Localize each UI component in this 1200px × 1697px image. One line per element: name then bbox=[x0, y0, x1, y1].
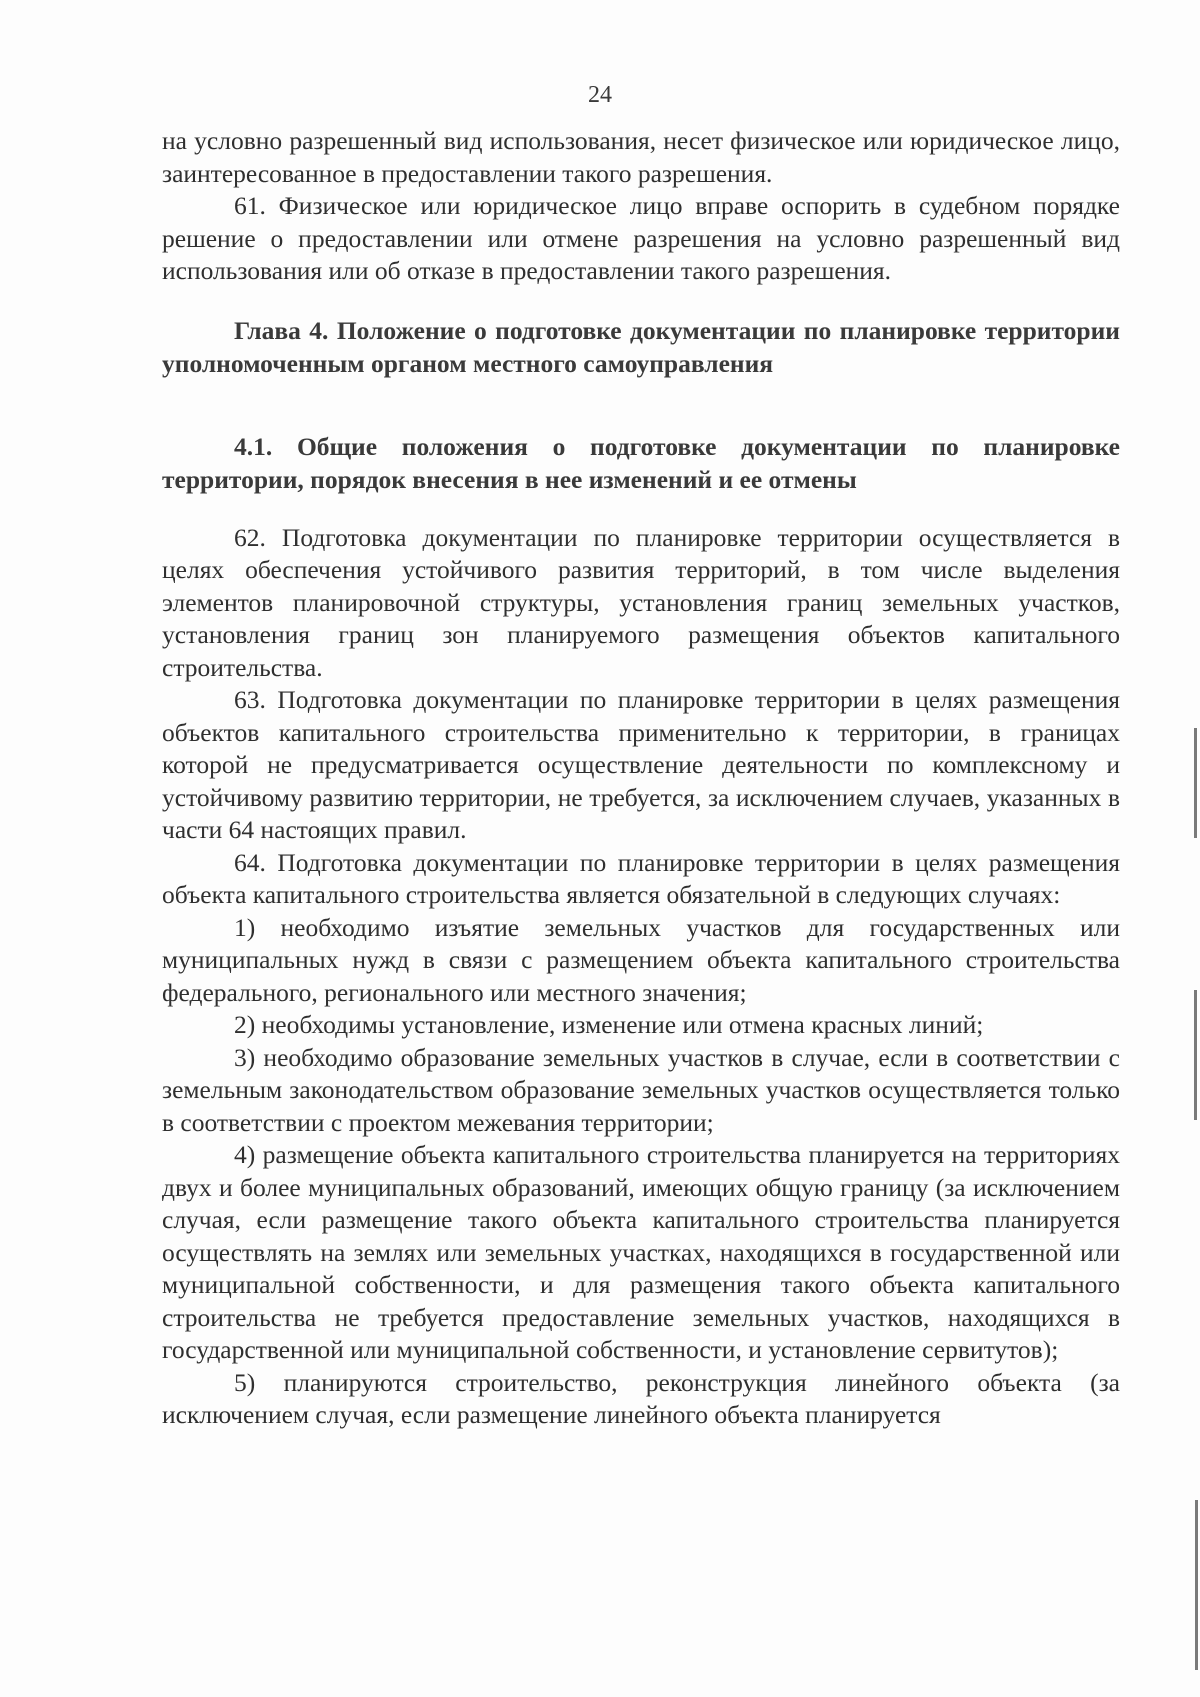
list-item-4: 4) размещение объекта капитального строительства планируется на территориях двух и более муниципальных образований, имеющих общую границу (за исключением случая, если размещение такого объекта капитального строительства планируется осуществлять на землях или земельных участках, находящихся в государственной или муниципальной собственности, и для размещения такого объекта капитального строительства не требуется предоставление земельных участков, находящихся в государственной или муниципальной собственности, и установление сервитутов); bbox=[162, 1140, 1120, 1364]
scan-artifact-line bbox=[1194, 728, 1197, 838]
chapter-heading: Глава 4. Положение о подготовке документации по планировке территории уполномоченным органом местного самоуправления bbox=[162, 315, 1120, 378]
scan-artifact-line bbox=[1195, 1500, 1198, 1670]
paragraph-63: 63. Подготовка документации по планировке территории в целях размещения объектов капитального строительства применительно к территории, в границах которой не предусматривается осуществление деятельности по комплексному и устойчивому развитию территории, не требуется, за исключением случаев, указанных в части 64 настоящих правил. bbox=[162, 685, 1120, 844]
document-body bbox=[162, 125, 1120, 1432]
scan-artifact-line bbox=[1194, 990, 1197, 1120]
list-item-1: 1) необходимо изъятие земельных участков для государственных или муниципальных нужд в связи с размещением объекта капитального строительства федерального, регионального или местного значения; bbox=[162, 912, 1120, 1007]
paragraph-64: 64. Подготовка документации по планировке территории в целях размещения объекта капитального строительства является обязательной в следующих случаях: bbox=[162, 847, 1120, 909]
list-item-3: 3) необходимо образование земельных участков в случае, если в соответствии с земельным законодательством образование земельных участков осуществляется только в соответствии с проектом межевания территории; bbox=[162, 1042, 1120, 1137]
page-number: 24 bbox=[588, 82, 612, 108]
section-heading: 4.1. Общие положения о подготовке документации по планировке территории, порядок внесения в нее изменений и ее отмены bbox=[162, 431, 1120, 494]
paragraph-continuation: на условно разрешенный вид использования, несет физическое или юридическое лицо, заинтересованное в предоставлении такого разрешения. bbox=[162, 126, 1120, 188]
paragraph-62: 62. Подготовка документации по планировке территории осуществляется в целях обеспечения устойчивого развития территорий, в том числе выделения элементов планировочной структуры, установления границ земельных участков, установления границ зон планируемого размещения объектов капитального строительства. bbox=[162, 522, 1120, 682]
list-item-5: 5) планируются строительство, реконструкция линейного объекта (за исключением случая, если размещение линейного объекта планируется bbox=[162, 1367, 1120, 1429]
list-item-2: 2) необходимы установление, изменение или отмена красных линий; bbox=[234, 1010, 984, 1039]
paragraph-61: 61. Физическое или юридическое лицо вправе оспорить в судебном порядке решение о предоставлении или отмене разрешения на условно разрешенный вид использования или об отказе в предоставлении такого разрешения. bbox=[162, 191, 1120, 285]
